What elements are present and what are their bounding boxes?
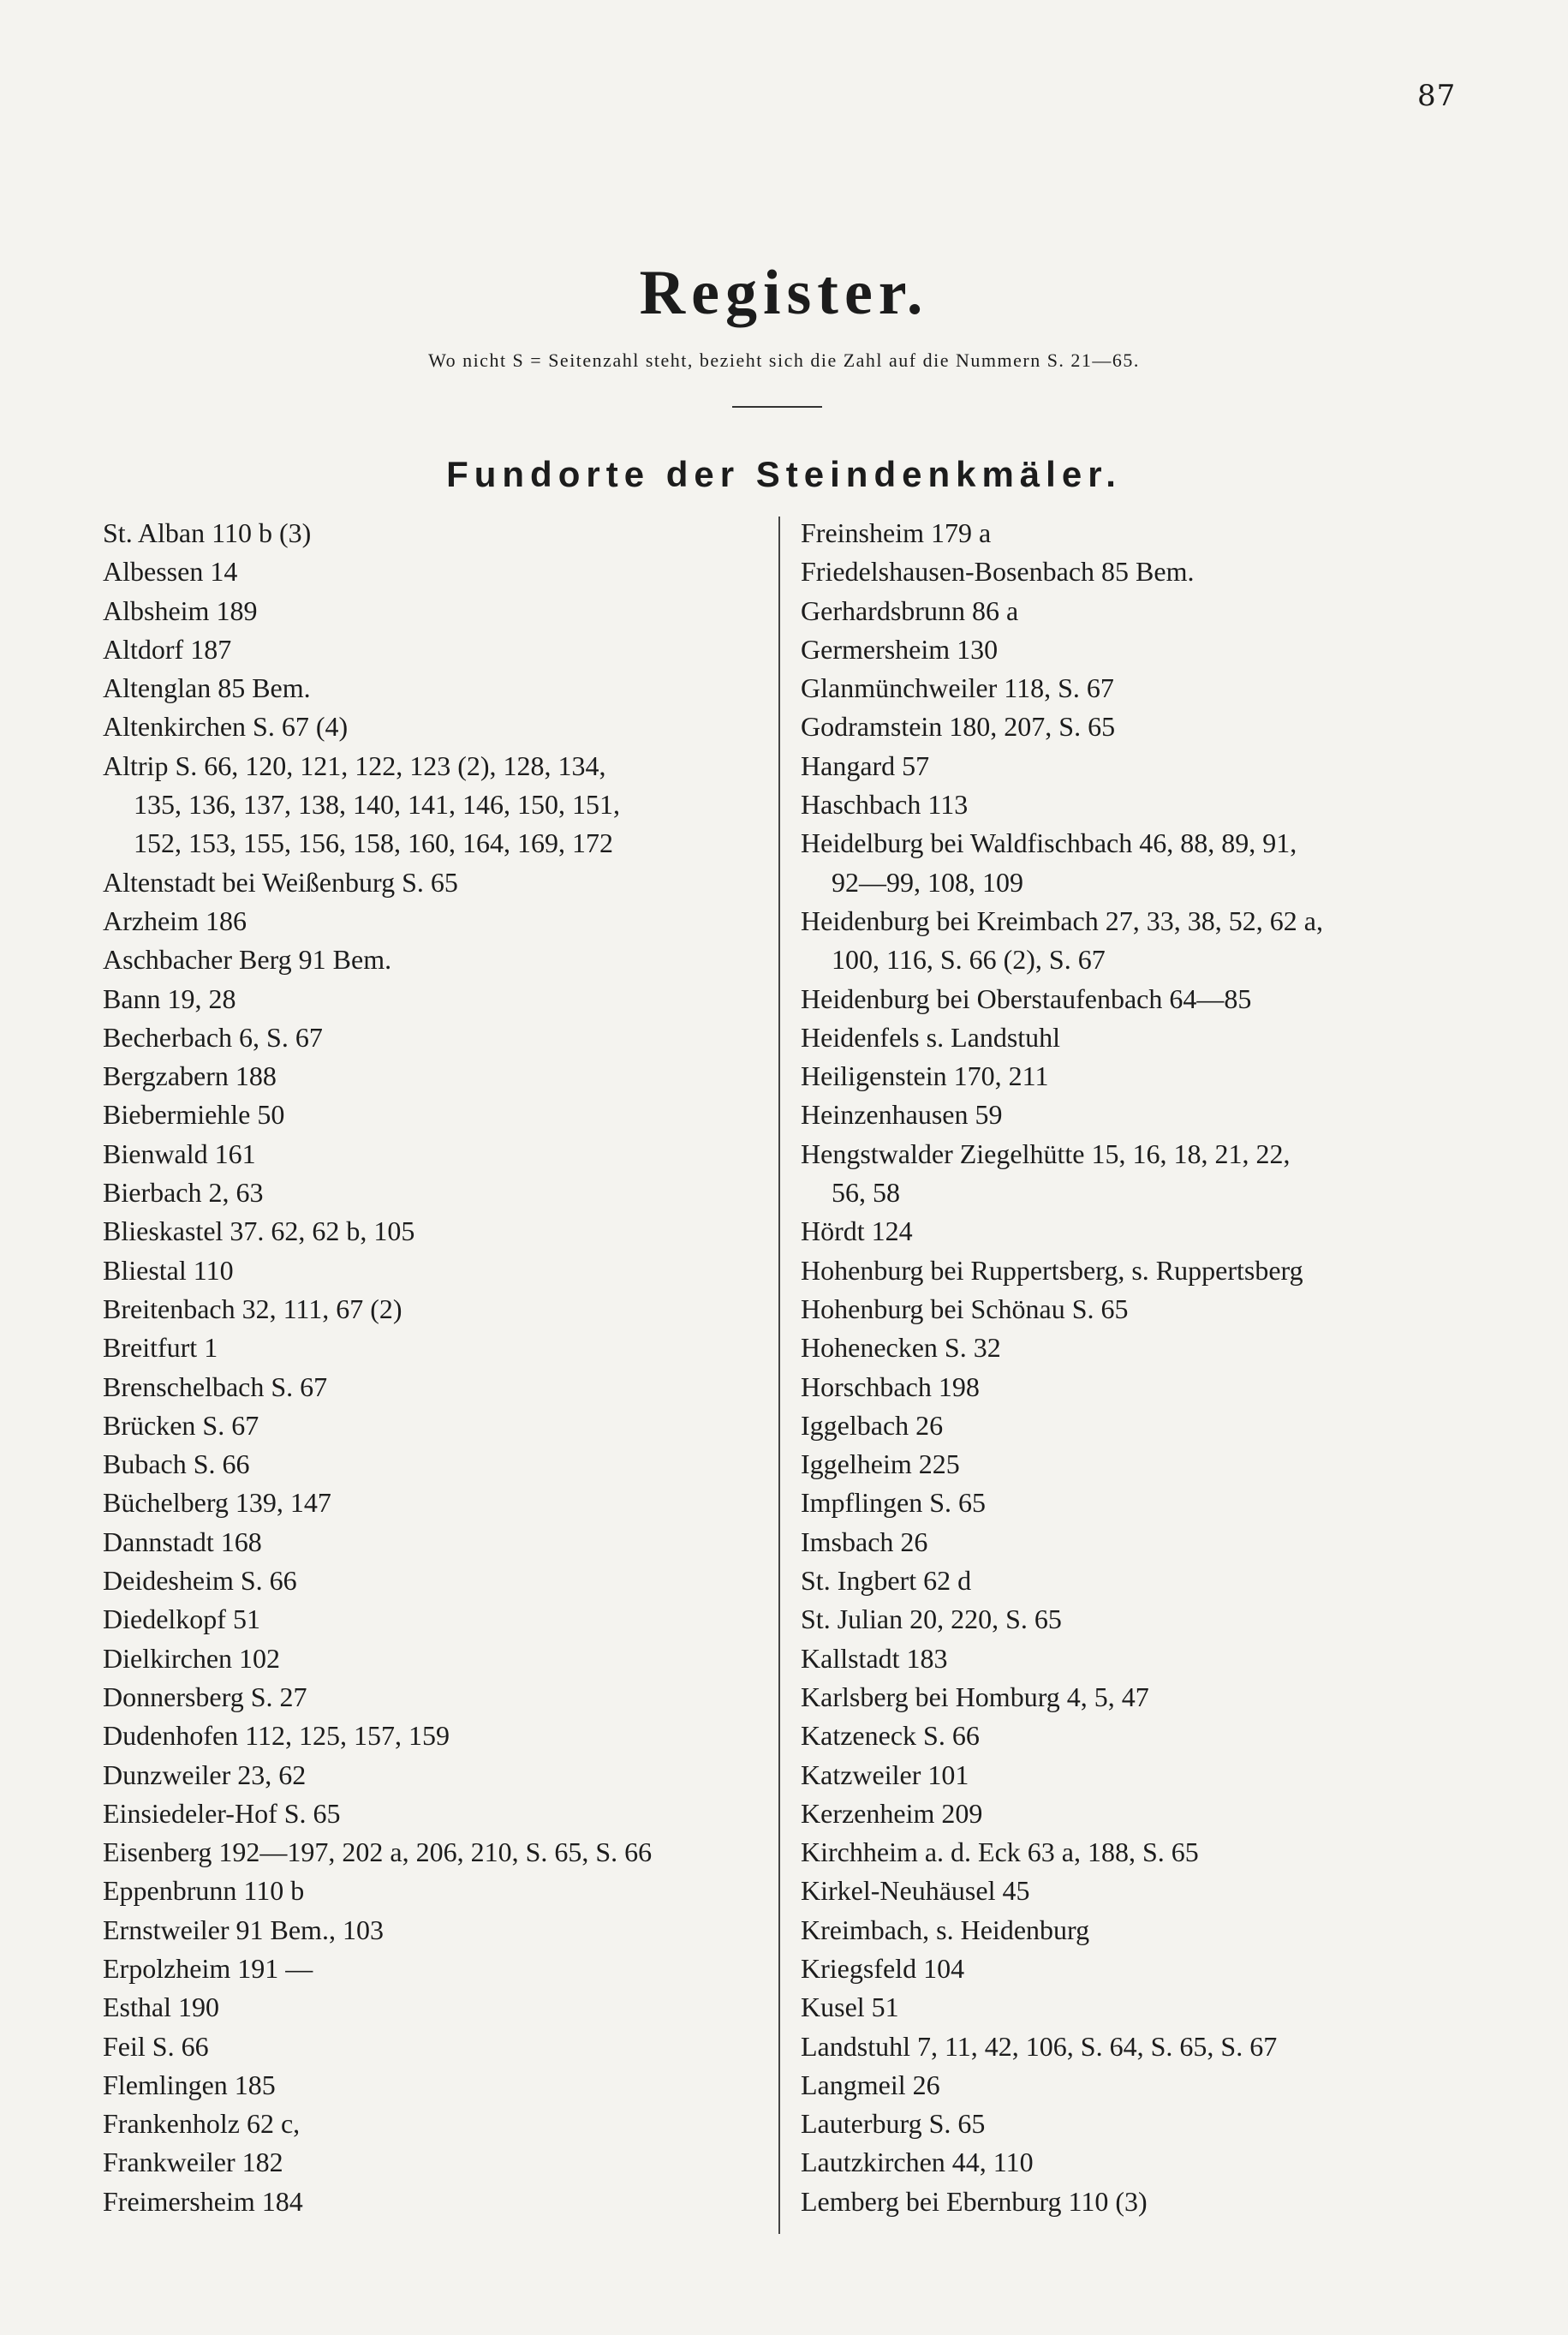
index-entry — [801, 1717, 1452, 1755]
index-entry-text: Kirkel-Neuhäusel 45 — [801, 1875, 1030, 1907]
index-entry — [801, 552, 1452, 591]
index-entry — [103, 941, 762, 979]
index-entry — [801, 1600, 1452, 1639]
index-entry — [103, 1523, 762, 1562]
page-number: 87 — [1417, 79, 1457, 113]
index-entry — [103, 2105, 762, 2143]
index-entry — [103, 1290, 762, 1329]
index-entry-text: Kallstadt 183 — [801, 1642, 948, 1674]
index-entry-text: St. Julian 20, 220, S. 65 — [801, 1603, 1062, 1635]
index-entry-text: Hohenburg bei Schönau S. 65 — [801, 1293, 1129, 1324]
index-entry — [103, 552, 762, 591]
index-entry-text: Bliestal 110 — [103, 1254, 234, 1286]
index-entry-text: Donnersberg S. 27 — [103, 1681, 307, 1712]
index-entry — [103, 1562, 762, 1600]
index-entry — [103, 1251, 762, 1290]
index-entry — [103, 1600, 762, 1639]
index-entry-continuation: 135, 136, 137, 138, 140, 141, 146, 150, 151, — [134, 789, 620, 821]
index-entry-text: Friedelshausen-Bosenbach 85 Bem. — [801, 556, 1195, 588]
index-entry — [801, 2027, 1452, 2066]
index-entry-text: Albessen 14 — [103, 556, 238, 588]
index-entry-text: Lemberg bei Ebernburg 110 (3) — [801, 2185, 1148, 2217]
index-entry — [801, 2066, 1452, 2105]
index-entry — [801, 1368, 1452, 1406]
index-entry — [801, 747, 1452, 785]
index-entry — [801, 1639, 1452, 1678]
index-entry-text: Kusel 51 — [801, 1992, 899, 2023]
index-entry-text: Kirchheim a. d. Eck 63 a, 188, S. 65 — [801, 1836, 1199, 1868]
index-entry-text: Frankweiler 182 — [103, 2147, 283, 2178]
index-entry-text: Hohenecken S. 32 — [801, 1332, 1001, 1364]
index-entry — [103, 863, 762, 902]
index-entry-continuation: 56, 58 — [832, 1177, 900, 1209]
index-entry — [103, 902, 762, 941]
page-subtitle: Wo nicht S = Seitenzahl steht, bezieht sich die Zahl auf die Nummern S. 21—65. — [428, 349, 1140, 371]
index-entry — [103, 1795, 762, 1833]
index-entry — [103, 980, 762, 1018]
index-entry — [801, 1251, 1452, 1290]
index-entry-continuation: 152, 153, 155, 156, 158, 160, 164, 169, 172 — [134, 827, 613, 859]
index-entry-text: Breitfurt 1 — [103, 1332, 218, 1364]
index-entry — [103, 1329, 762, 1367]
index-entry-text: Lautzkirchen 44, 110 — [801, 2147, 1034, 2178]
index-entry-text: Eisenberg 192—197, 202 a, 206, 210, S. 65, S. 66 — [103, 1836, 653, 1868]
index-entry-text: Bergzabern 188 — [103, 1060, 277, 1092]
index-entry — [801, 630, 1452, 669]
index-entry — [801, 2105, 1452, 2143]
index-entry — [103, 1018, 762, 1057]
index-entry-text: Bann 19, 28 — [103, 982, 236, 1014]
index-entry-text: Lauterburg S. 65 — [801, 2108, 986, 2140]
index-entry-text: Albsheim 189 — [103, 594, 258, 626]
index-entry-text: Altenstadt bei Weißenburg S. 65 — [103, 866, 458, 898]
index-entry-text: Deidesheim S. 66 — [103, 1565, 297, 1597]
index-entry — [801, 669, 1452, 708]
index-entry — [801, 1872, 1452, 1910]
index-entry — [103, 2027, 762, 2066]
index-entry — [103, 1872, 762, 1910]
index-entry-text: Iggelheim 225 — [801, 1448, 960, 1480]
index-entry — [801, 1950, 1452, 1988]
index-entry-text: Kerzenheim 209 — [801, 1797, 983, 1829]
index-entry-text: Heidenburg bei Kreimbach 27, 33, 38, 52, 62 a, — [801, 905, 1323, 936]
index-entry — [801, 1057, 1452, 1096]
index-entry — [801, 708, 1452, 746]
index-entry-text: Glanmünchweiler 118, S. 67 — [801, 672, 1114, 704]
index-entry — [801, 1562, 1452, 1600]
index-entry — [801, 980, 1452, 1018]
title-divider — [732, 406, 822, 408]
index-entry — [103, 2183, 762, 2221]
index-entry-continuation: 100, 116, S. 66 (2), S. 67 — [832, 944, 1106, 976]
index-entry-text: Freimersheim 184 — [103, 2185, 303, 2217]
index-entry-text: Bubach S. 66 — [103, 1448, 250, 1480]
index-entry-text: Freinsheim 179 a — [801, 517, 992, 548]
index-entry-text: Katzweiler 101 — [801, 1759, 969, 1790]
index-entry-text: Altenkirchen S. 67 (4) — [103, 711, 349, 743]
index-entry-text: Erpolzheim 191 — — [103, 1952, 313, 1984]
index-entry-text: Bienwald 161 — [103, 1138, 256, 1169]
index-entry — [103, 747, 762, 863]
right-index-column — [801, 514, 1452, 2221]
index-entry-text: Brücken S. 67 — [103, 1409, 259, 1441]
index-entry — [103, 1135, 762, 1173]
index-entry — [103, 1950, 762, 1988]
index-entry-text: Hengstwalder Ziegelhütte 15, 16, 18, 21, 22, — [801, 1138, 1291, 1169]
index-entry — [103, 514, 762, 552]
index-entry-text: Karlsberg bei Homburg 4, 5, 47 — [801, 1681, 1149, 1712]
index-entry-text: Biebermiehle 50 — [103, 1099, 285, 1131]
index-entry — [801, 1756, 1452, 1795]
index-entry — [103, 2143, 762, 2182]
index-entry-text: Esthal 190 — [103, 1992, 219, 2023]
index-entry — [103, 592, 762, 630]
index-entry — [801, 1833, 1452, 1872]
index-entry-text: Dielkirchen 102 — [103, 1642, 281, 1674]
index-entry-text: Dannstadt 168 — [103, 1526, 262, 1557]
index-entry — [103, 1833, 762, 1872]
index-entry-text: Iggelbach 26 — [801, 1409, 944, 1441]
index-entry-text: Kriegsfeld 104 — [801, 1952, 965, 1984]
index-entry — [801, 1096, 1452, 1134]
index-entry — [801, 1988, 1452, 2027]
index-entry-text: Büchelberg 139, 147 — [103, 1487, 331, 1519]
index-entry-text: Diedelkopf 51 — [103, 1603, 260, 1635]
index-entry — [801, 1445, 1452, 1484]
index-entry-text: Arzheim 186 — [103, 905, 247, 936]
index-entry-text: Breitenbach 32, 111, 67 (2) — [103, 1293, 402, 1324]
index-entry-text: Dunzweiler 23, 62 — [103, 1759, 307, 1790]
index-entry-text: Katzeneck S. 66 — [801, 1720, 980, 1752]
index-entry — [801, 902, 1452, 980]
index-entry-text: Blieskastel 37. 62, 62 b, 105 — [103, 1215, 415, 1247]
index-entry — [801, 1290, 1452, 1329]
index-entry — [103, 1368, 762, 1406]
index-entry-text: Altenglan 85 Bem. — [103, 672, 311, 704]
index-entry — [801, 2143, 1452, 2182]
index-entry-text: Flemlingen 185 — [103, 2069, 276, 2100]
index-entry-text: Bierbach 2, 63 — [103, 1177, 264, 1209]
index-entry — [103, 2066, 762, 2105]
index-entry-text: Langmeil 26 — [801, 2069, 940, 2100]
index-entry — [801, 1329, 1452, 1367]
index-entry — [103, 1678, 762, 1717]
index-entry — [103, 1756, 762, 1795]
index-entry-text: Feil S. 66 — [103, 2030, 209, 2062]
index-entry — [801, 1484, 1452, 1522]
index-entry — [103, 708, 762, 746]
index-entry-text: Horschbach 198 — [801, 1371, 980, 1402]
index-entry — [801, 2183, 1452, 2221]
index-entry-text: Becherbach 6, S. 67 — [103, 1021, 323, 1053]
index-entry-text: Aschbacher Berg 91 Bem. — [103, 944, 392, 976]
section-heading: Fundorte der Steindenkmäler. — [446, 454, 1122, 494]
index-entry-text: Einsiedeler-Hof S. 65 — [103, 1797, 341, 1829]
index-entry — [103, 1639, 762, 1678]
index-entry-text: Heidelburg bei Waldfischbach 46, 88, 89, 91, — [801, 827, 1297, 859]
index-entry-text: Gerhardsbrunn 86 a — [801, 594, 1019, 626]
index-entry-text: Heinzenhausen 59 — [801, 1099, 1003, 1131]
index-entry-text: Godramstein 180, 207, S. 65 — [801, 711, 1116, 743]
index-entry — [801, 1212, 1452, 1251]
index-entry-text: Hohenburg bei Ruppertsberg, s. Ruppertsberg — [801, 1254, 1303, 1286]
index-entry — [103, 1173, 762, 1212]
index-entry-text: Hördt 124 — [801, 1215, 913, 1247]
index-entry — [103, 1406, 762, 1445]
index-entry-text: Altrip S. 66, 120, 121, 122, 123 (2), 128, 134, — [103, 749, 606, 781]
index-entry — [801, 1406, 1452, 1445]
index-entry — [801, 592, 1452, 630]
index-entry — [801, 824, 1452, 902]
index-entry — [103, 1988, 762, 2027]
index-entry — [801, 1795, 1452, 1833]
index-entry — [103, 1096, 762, 1134]
index-entry — [103, 1911, 762, 1950]
index-entry-text: Brenschelbach S. 67 — [103, 1371, 328, 1402]
index-entry — [801, 1911, 1452, 1950]
index-entry-text: Frankenholz 62 c, — [103, 2108, 301, 2140]
index-entry — [103, 1212, 762, 1251]
index-entry — [801, 1018, 1452, 1057]
index-entry-text: Heiligenstein 170, 211 — [801, 1060, 1049, 1092]
index-entry-text: Kreimbach, s. Heidenburg — [801, 1914, 1090, 1945]
index-entry-text: Haschbach 113 — [801, 789, 969, 821]
index-entry — [103, 669, 762, 708]
index-entry — [801, 1135, 1452, 1213]
index-entry — [801, 1523, 1452, 1562]
index-entry-continuation: 92—99, 108, 109 — [832, 866, 1023, 898]
index-entry-text: St. Alban 110 b (3) — [103, 517, 312, 548]
column-divider — [778, 517, 780, 2234]
index-entry-text: Heidenfels s. Landstuhl — [801, 1021, 1061, 1053]
index-entry — [801, 785, 1452, 824]
index-entry — [103, 1484, 762, 1522]
index-entry — [801, 1678, 1452, 1717]
index-entry — [103, 1057, 762, 1096]
index-entry-text: Hangard 57 — [801, 749, 930, 781]
index-entry — [103, 1717, 762, 1755]
index-entry — [103, 630, 762, 669]
index-entry — [801, 514, 1452, 552]
index-entry-text: Impflingen S. 65 — [801, 1487, 986, 1519]
index-entry-text: Heidenburg bei Oberstaufenbach 64—85 — [801, 982, 1252, 1014]
index-entry-text: Landstuhl 7, 11, 42, 106, S. 64, S. 65, S. 67 — [801, 2030, 1278, 2062]
index-entry-text: Altdorf 187 — [103, 633, 232, 665]
page-title: Register. — [639, 258, 929, 328]
index-entry-text: Germersheim 130 — [801, 633, 999, 665]
index-entry-text: Eppenbrunn 110 b — [103, 1875, 305, 1907]
left-index-column — [103, 514, 762, 2221]
index-entry-text: Imsbach 26 — [801, 1526, 928, 1557]
index-entry — [103, 1445, 762, 1484]
index-entry-text: Dudenhofen 112, 125, 157, 159 — [103, 1720, 450, 1752]
index-entry-text: St. Ingbert 62 d — [801, 1565, 972, 1597]
index-entry-text: Ernstweiler 91 Bem., 103 — [103, 1914, 384, 1945]
